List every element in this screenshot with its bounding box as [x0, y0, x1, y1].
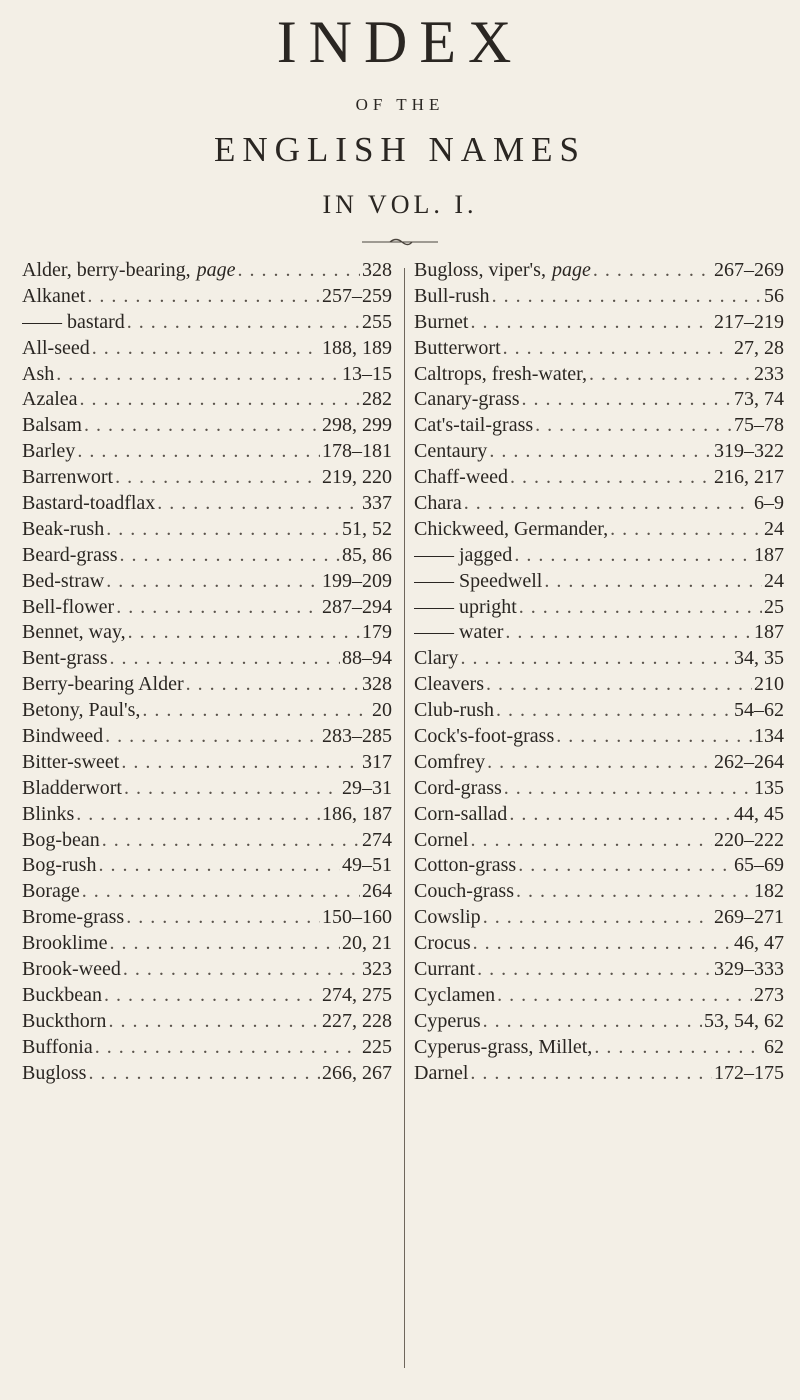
index-entry — [414, 258, 784, 284]
entry-pages: 262–264 — [714, 750, 784, 773]
entry-pages: 337 — [362, 492, 392, 515]
index-entry — [22, 879, 392, 905]
entry-pages: 187 — [754, 621, 784, 644]
entry-name: Burnet — [414, 310, 469, 333]
index-entry — [414, 957, 784, 983]
dot-leader — [504, 776, 752, 802]
index-entry — [22, 1009, 392, 1035]
entry-name: Brooklime — [22, 932, 108, 955]
entry-pages: 217–219 — [714, 310, 784, 333]
entry-name: Buffonia — [22, 1035, 93, 1058]
index-entry — [22, 620, 392, 646]
entry-pages: 267–269 — [714, 259, 784, 281]
entry-name: Currant — [414, 958, 476, 981]
index-entry — [22, 750, 392, 776]
dot-leader — [477, 957, 712, 983]
dot-leader — [489, 439, 712, 465]
index-entry — [22, 362, 392, 388]
index-entry — [414, 310, 784, 336]
entry-pages: 255 — [362, 310, 392, 333]
dot-leader — [128, 620, 360, 646]
entry-pages: 135 — [754, 776, 784, 799]
index-entry — [22, 776, 392, 802]
dot-leader — [509, 802, 732, 828]
index-entry — [414, 879, 784, 905]
entry-name: Cornel — [414, 828, 469, 851]
dot-leader — [486, 672, 752, 698]
entry-pages: 227, 228 — [322, 1009, 392, 1032]
dot-leader — [237, 258, 360, 284]
dot-leader — [518, 853, 732, 879]
entry-pages: 220–222 — [714, 828, 784, 851]
dot-leader — [519, 595, 762, 621]
entry-pages: 323 — [362, 958, 392, 981]
entry-name: Corn-sallad — [414, 802, 508, 825]
entry-name: Chara — [414, 492, 462, 515]
index-entry — [414, 543, 784, 569]
dot-leader — [594, 1035, 762, 1061]
entry-name: Bent-grass — [22, 647, 108, 670]
dot-leader — [497, 983, 752, 1009]
dot-leader — [124, 776, 340, 802]
dot-leader — [76, 802, 320, 828]
entry-name: Buckthorn — [22, 1009, 107, 1032]
entry-pages: 49–51 — [342, 854, 392, 877]
entry-pages: 34, 35 — [734, 647, 784, 670]
entry-name: Caltrops, fresh-water, — [414, 362, 588, 385]
entry-pages: 178–181 — [322, 440, 392, 463]
entry-name: Bog-rush — [22, 854, 97, 877]
entry-name: Brook-weed — [22, 958, 121, 981]
entry-name: Bladderwort — [22, 776, 122, 799]
entry-name: Cord-grass — [414, 776, 502, 799]
index-entry — [414, 1035, 784, 1061]
entry-name: All-seed — [22, 336, 90, 359]
entry-name: Bull-rush — [414, 284, 490, 307]
dot-leader — [98, 853, 340, 879]
entry-name: Club-rush — [414, 699, 494, 722]
entry-pages: 46, 47 — [734, 932, 784, 955]
entry-pages: 283–285 — [322, 725, 392, 748]
dot-leader — [470, 1061, 712, 1087]
index-entry — [414, 802, 784, 828]
index-entry — [414, 517, 784, 543]
entry-name: —— bastard — [22, 310, 125, 333]
entry-name: Cyclamen — [414, 983, 496, 1006]
entry-pages: 13–15 — [342, 362, 392, 385]
dot-leader — [470, 310, 712, 336]
entry-pages: 20 — [372, 699, 392, 722]
index-entry — [22, 595, 392, 621]
index-entry — [22, 284, 392, 310]
entry-name: Beak-rush — [22, 517, 105, 540]
dot-leader — [110, 931, 340, 957]
index-entry — [22, 569, 392, 595]
index-entry — [414, 569, 784, 595]
index-entry — [414, 439, 784, 465]
entry-name: Barrenwort — [22, 466, 114, 489]
index-entry — [22, 646, 392, 672]
entry-pages: 75–78 — [734, 414, 784, 437]
entry-name: Cowslip — [414, 906, 481, 929]
entry-name: Cock's-foot-grass — [414, 725, 555, 748]
dot-leader — [77, 439, 320, 465]
entry-pages: 24 — [764, 517, 784, 540]
entry-pages: 54–62 — [734, 699, 784, 722]
subtitle-english-names: ENGLISH NAMES — [214, 130, 586, 169]
entry-name: Cleavers — [414, 673, 484, 696]
index-entry — [414, 672, 784, 698]
entry-name: Bindweed — [22, 725, 104, 748]
index-entry — [22, 724, 392, 750]
entry-pages: 25 — [764, 595, 784, 618]
dot-leader — [104, 983, 320, 1009]
entry-name: Couch-grass — [414, 880, 514, 903]
entry-pages: 44, 45 — [734, 802, 784, 825]
entry-pages: 219, 220 — [322, 466, 392, 489]
dot-leader — [535, 413, 732, 439]
entry-name: Centaury — [414, 440, 488, 463]
entry-pages: 282 — [362, 388, 392, 411]
column-divider — [404, 268, 405, 1368]
entry-pages: 62 — [764, 1035, 784, 1058]
index-entry — [22, 413, 392, 439]
dot-leader — [473, 931, 732, 957]
entry-name: Beard-grass — [22, 543, 118, 566]
index-entry — [414, 491, 784, 517]
index-entry — [414, 1061, 784, 1087]
dot-leader — [589, 362, 752, 388]
dot-leader — [492, 284, 762, 310]
entry-pages: 88–94 — [342, 647, 392, 670]
dot-leader — [56, 362, 340, 388]
entry-name: Bennet, way, — [22, 621, 126, 644]
entry-name: Brome-grass — [22, 906, 125, 929]
index-entry — [22, 387, 392, 413]
index-entry — [414, 620, 784, 646]
entry-name: Bed-straw — [22, 569, 105, 592]
entry-pages: 172–175 — [714, 1061, 784, 1084]
entry-name: Bugloss — [22, 1061, 87, 1084]
index-entry — [22, 672, 392, 698]
dot-leader — [126, 905, 320, 931]
dot-leader — [505, 620, 752, 646]
dot-leader — [470, 828, 712, 854]
index-entry — [22, 905, 392, 931]
entry-name: Chickweed, Germander, — [414, 517, 609, 540]
entry-name: Betony, Paul's, — [22, 699, 141, 722]
index-entry — [414, 776, 784, 802]
ornament-divider — [360, 236, 440, 248]
entry-pages: 179 — [362, 621, 392, 644]
entry-name: Canary-grass — [414, 388, 520, 411]
entry-name: Ash — [22, 362, 55, 385]
index-entry — [414, 750, 784, 776]
dot-leader — [102, 828, 360, 854]
subtitle-of-the: OF THE — [355, 95, 445, 114]
entry-pages: 85, 86 — [342, 543, 392, 566]
entry-pages: 188, 189 — [322, 336, 392, 359]
dot-leader — [610, 517, 762, 543]
index-entry — [414, 465, 784, 491]
index-entry — [22, 465, 392, 491]
entry-pages: 150–160 — [322, 906, 392, 929]
index-column-right — [414, 258, 784, 1087]
entry-name: Bastard-toadflax — [22, 492, 156, 515]
entry-pages: 29–31 — [342, 776, 392, 799]
entry-name: Cotton-grass — [414, 854, 517, 877]
dot-leader — [80, 387, 360, 413]
entry-name: Bitter-sweet — [22, 750, 120, 773]
index-entry — [414, 336, 784, 362]
entry-name: —— upright — [414, 595, 517, 618]
dot-leader — [120, 543, 340, 569]
dot-leader — [496, 698, 732, 724]
dot-leader — [186, 672, 360, 698]
entry-pages: 182 — [754, 880, 784, 903]
entry-pages: 328 — [362, 259, 392, 281]
dot-leader — [483, 1009, 702, 1035]
dot-leader — [84, 413, 320, 439]
subtitle-volume: IN VOL. I. — [322, 190, 478, 219]
dot-leader — [106, 569, 320, 595]
entry-pages: 20, 21 — [342, 932, 392, 955]
entry-name: Butterwort — [414, 336, 501, 359]
index-entry — [22, 336, 392, 362]
dot-leader — [92, 336, 320, 362]
index-entry — [22, 802, 392, 828]
dot-leader — [142, 698, 370, 724]
index-entry — [22, 983, 392, 1009]
page-label: page — [196, 259, 236, 281]
index-entry — [414, 387, 784, 413]
entry-name: Alkanet — [22, 284, 86, 307]
entry-name: Blinks — [22, 802, 75, 825]
dot-leader — [510, 465, 712, 491]
entry-pages: 269–271 — [714, 906, 784, 929]
entry-pages: 134 — [754, 725, 784, 748]
entry-name: —— water — [414, 621, 504, 644]
index-entry — [414, 595, 784, 621]
entry-pages: 274, 275 — [322, 983, 392, 1006]
entry-pages: 298, 299 — [322, 414, 392, 437]
dot-leader — [556, 724, 752, 750]
entry-name: —— jagged — [414, 543, 513, 566]
entry-name: Bell-flower — [22, 595, 115, 618]
index-entry — [22, 957, 392, 983]
entry-pages: 24 — [764, 569, 784, 592]
entry-name: Crocus — [414, 932, 471, 955]
dot-leader — [95, 1035, 360, 1061]
entry-name: —— Speedwell — [414, 569, 543, 592]
entry-name: Borage — [22, 880, 80, 903]
dot-leader — [123, 957, 360, 983]
entry-name: Comfrey — [414, 750, 486, 773]
dot-leader — [88, 1061, 320, 1087]
index-entry — [22, 931, 392, 957]
entry-pages: 210 — [754, 673, 784, 696]
entry-name: Darnel — [414, 1061, 469, 1084]
entry-pages: 187 — [754, 543, 784, 566]
index-entry — [22, 491, 392, 517]
entry-pages: 199–209 — [322, 569, 392, 592]
index-entry — [414, 983, 784, 1009]
index-entry — [22, 1035, 392, 1061]
entry-pages: 27, 28 — [734, 336, 784, 359]
index-entry — [22, 517, 392, 543]
index-entry — [22, 853, 392, 879]
index-entry — [414, 1009, 784, 1035]
index-entry — [22, 828, 392, 854]
dot-leader — [116, 595, 320, 621]
entry-pages: 225 — [362, 1035, 392, 1058]
index-title: INDEX — [276, 9, 524, 75]
entry-name: Buckbean — [22, 983, 102, 1006]
entry-pages: 273 — [754, 983, 784, 1006]
entry-pages: 317 — [362, 750, 392, 773]
entry-pages: 319–322 — [714, 440, 784, 463]
entry-name: Barley — [22, 440, 76, 463]
index-entry — [22, 698, 392, 724]
index-entry — [414, 698, 784, 724]
entry-name: Clary — [414, 647, 459, 670]
entry-pages: 53, 54, 62 — [704, 1009, 784, 1032]
index-entry — [414, 828, 784, 854]
entry-pages: 56 — [764, 284, 784, 307]
dot-leader — [115, 465, 320, 491]
entry-pages: 328 — [362, 673, 392, 696]
index-entry — [22, 1061, 392, 1087]
index-entry — [414, 724, 784, 750]
dot-leader — [82, 879, 360, 905]
entry-pages: 186, 187 — [322, 802, 392, 825]
index-entry — [414, 853, 784, 879]
dot-leader — [105, 724, 320, 750]
index-entry — [22, 439, 392, 465]
entry-pages: 329–333 — [714, 958, 784, 981]
entry-name: Alder, berry-bearing, — [22, 259, 191, 281]
entry-name: Balsam — [22, 414, 82, 437]
dot-leader — [503, 336, 732, 362]
index-entry — [22, 258, 392, 284]
dot-leader — [87, 284, 320, 310]
entry-pages: 233 — [754, 362, 784, 385]
entry-pages: 73, 74 — [734, 388, 784, 411]
dot-leader — [483, 905, 712, 931]
entry-pages: 264 — [362, 880, 392, 903]
dot-leader — [487, 750, 712, 776]
entry-pages: 266, 267 — [322, 1061, 392, 1084]
entry-name: Azalea — [22, 388, 78, 411]
entry-name: Bugloss, viper's, — [414, 259, 546, 281]
index-entry — [414, 284, 784, 310]
entry-name: Cat's-tail-grass — [414, 414, 534, 437]
entry-name: Cyperus-grass, Millet, — [414, 1035, 593, 1058]
index-entry — [22, 310, 392, 336]
entry-pages: 257–259 — [322, 284, 392, 307]
index-entry — [414, 646, 784, 672]
dot-leader — [516, 879, 752, 905]
dot-leader — [514, 543, 752, 569]
dot-leader — [460, 646, 732, 672]
dot-leader — [127, 310, 360, 336]
index-column-left — [22, 258, 392, 1087]
index-entry — [414, 413, 784, 439]
entry-name: Bog-bean — [22, 828, 100, 851]
entry-name: Chaff-weed — [414, 466, 509, 489]
index-entry — [414, 931, 784, 957]
page-label: page — [551, 259, 591, 281]
dot-leader — [522, 387, 732, 413]
entry-name: Berry-bearing Alder — [22, 673, 184, 696]
entry-pages: 287–294 — [322, 595, 392, 618]
dot-leader — [157, 491, 360, 517]
entry-name: Cyperus — [414, 1009, 481, 1032]
index-entry — [22, 543, 392, 569]
dot-leader — [544, 569, 762, 595]
index-entry — [414, 362, 784, 388]
dot-leader — [108, 1009, 320, 1035]
dot-leader — [106, 517, 340, 543]
dot-leader — [593, 258, 712, 284]
index-entry — [414, 905, 784, 931]
entry-pages: 65–69 — [734, 854, 784, 877]
dot-leader — [464, 491, 752, 517]
dot-leader — [121, 750, 360, 776]
entry-pages: 274 — [362, 828, 392, 851]
dot-leader — [110, 646, 340, 672]
entry-pages: 51, 52 — [342, 517, 392, 540]
entry-pages: 216, 217 — [714, 466, 784, 489]
entry-pages: 6–9 — [754, 492, 784, 515]
